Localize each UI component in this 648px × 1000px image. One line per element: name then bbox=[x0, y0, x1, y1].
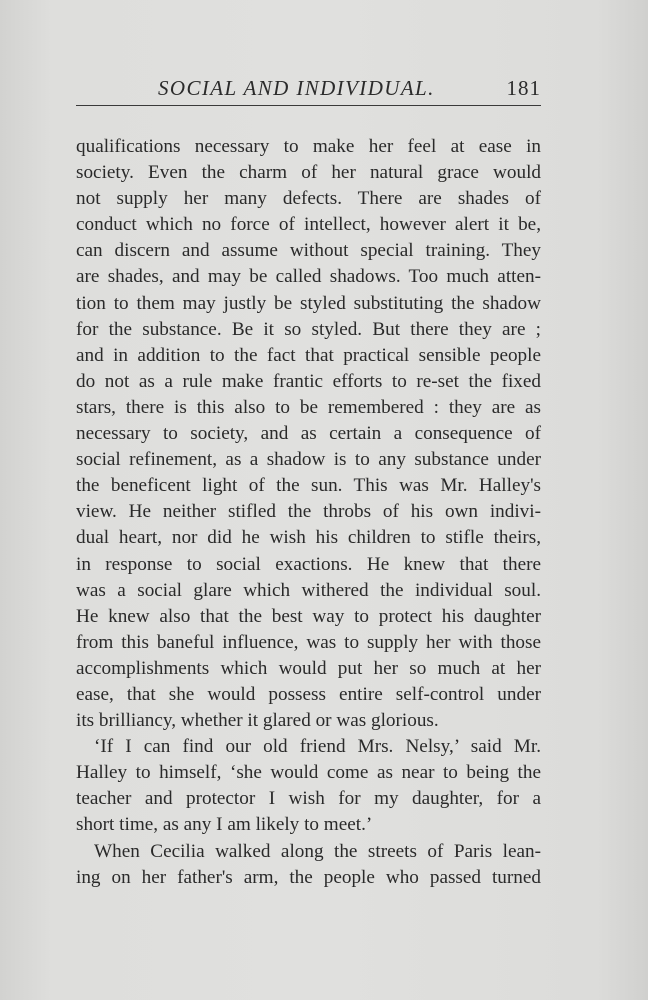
running-head bbox=[76, 76, 541, 106]
text-line: in response to social exactions. He knew that there bbox=[76, 553, 541, 575]
text-line: He knew also that the best way to protect his daughter bbox=[76, 605, 541, 627]
text-line: teacher and protector I wish for my daughter, for a bbox=[76, 788, 541, 810]
text-line: tion to them may justly be styled substituting the shadow bbox=[76, 292, 541, 314]
text-line: Halley to himself, ‘she would come as near to being the bbox=[76, 762, 541, 784]
header-rule bbox=[76, 105, 541, 106]
text-line: not supply her many defects. There are shades of bbox=[76, 188, 541, 210]
text-line: can discern and assume without special training. They bbox=[76, 240, 541, 262]
text-line: for the substance. Be it so styled. But there they are ; bbox=[76, 318, 541, 340]
running-title: SOCIAL AND INDIVIDUAL. bbox=[158, 76, 435, 100]
page-number: 181 bbox=[506, 76, 541, 100]
text-line: from this baneful influence, was to supply her with those bbox=[76, 631, 541, 653]
text-line: society. Even the charm of her natural grace would bbox=[76, 162, 541, 184]
text-line: its brilliancy, whether it glared or was glorious. bbox=[76, 710, 439, 732]
text-line: conduct which no force of intellect, however alert it be, bbox=[76, 214, 541, 236]
text-line: qualifications necessary to make her feel at ease in bbox=[76, 136, 541, 157]
text-line: are shades, and may be called shadows. Too much atten- bbox=[76, 266, 541, 288]
text-line: ‘If I can find our old friend Mrs. Nelsy,’ said Mr. bbox=[94, 736, 541, 758]
body-text bbox=[76, 134, 541, 891]
text-line: ing on her father's arm, the people who passed turned bbox=[76, 866, 541, 888]
text-line: and in addition to the fact that practical sensible people bbox=[76, 344, 541, 366]
text-line: stars, there is this also to be remembered : they are as bbox=[76, 396, 541, 418]
text-line: accomplishments which would put her so much at her bbox=[76, 657, 541, 679]
text-line: do not as a rule make frantic efforts to re-set the fixed bbox=[76, 370, 541, 392]
text-line: the beneficent light of the sun. This was Mr. Halley's bbox=[76, 475, 541, 497]
text-line: dual heart, nor did he wish his children to stifle theirs, bbox=[76, 527, 541, 549]
text-line: social refinement, as a shadow is to any substance under bbox=[76, 449, 541, 471]
text-line: When Cecilia walked along the streets of Paris lean- bbox=[94, 840, 541, 862]
text-line: necessary to society, and as certain a consequence of bbox=[76, 423, 541, 445]
text-line: view. He neither stifled the throbs of his own indivi- bbox=[76, 501, 541, 523]
text-line: was a social glare which withered the individual soul. bbox=[76, 579, 541, 601]
text-line: ease, that she would possess entire self-control under bbox=[76, 683, 541, 705]
text-line: short time, as any I am likely to meet.’ bbox=[76, 814, 373, 836]
